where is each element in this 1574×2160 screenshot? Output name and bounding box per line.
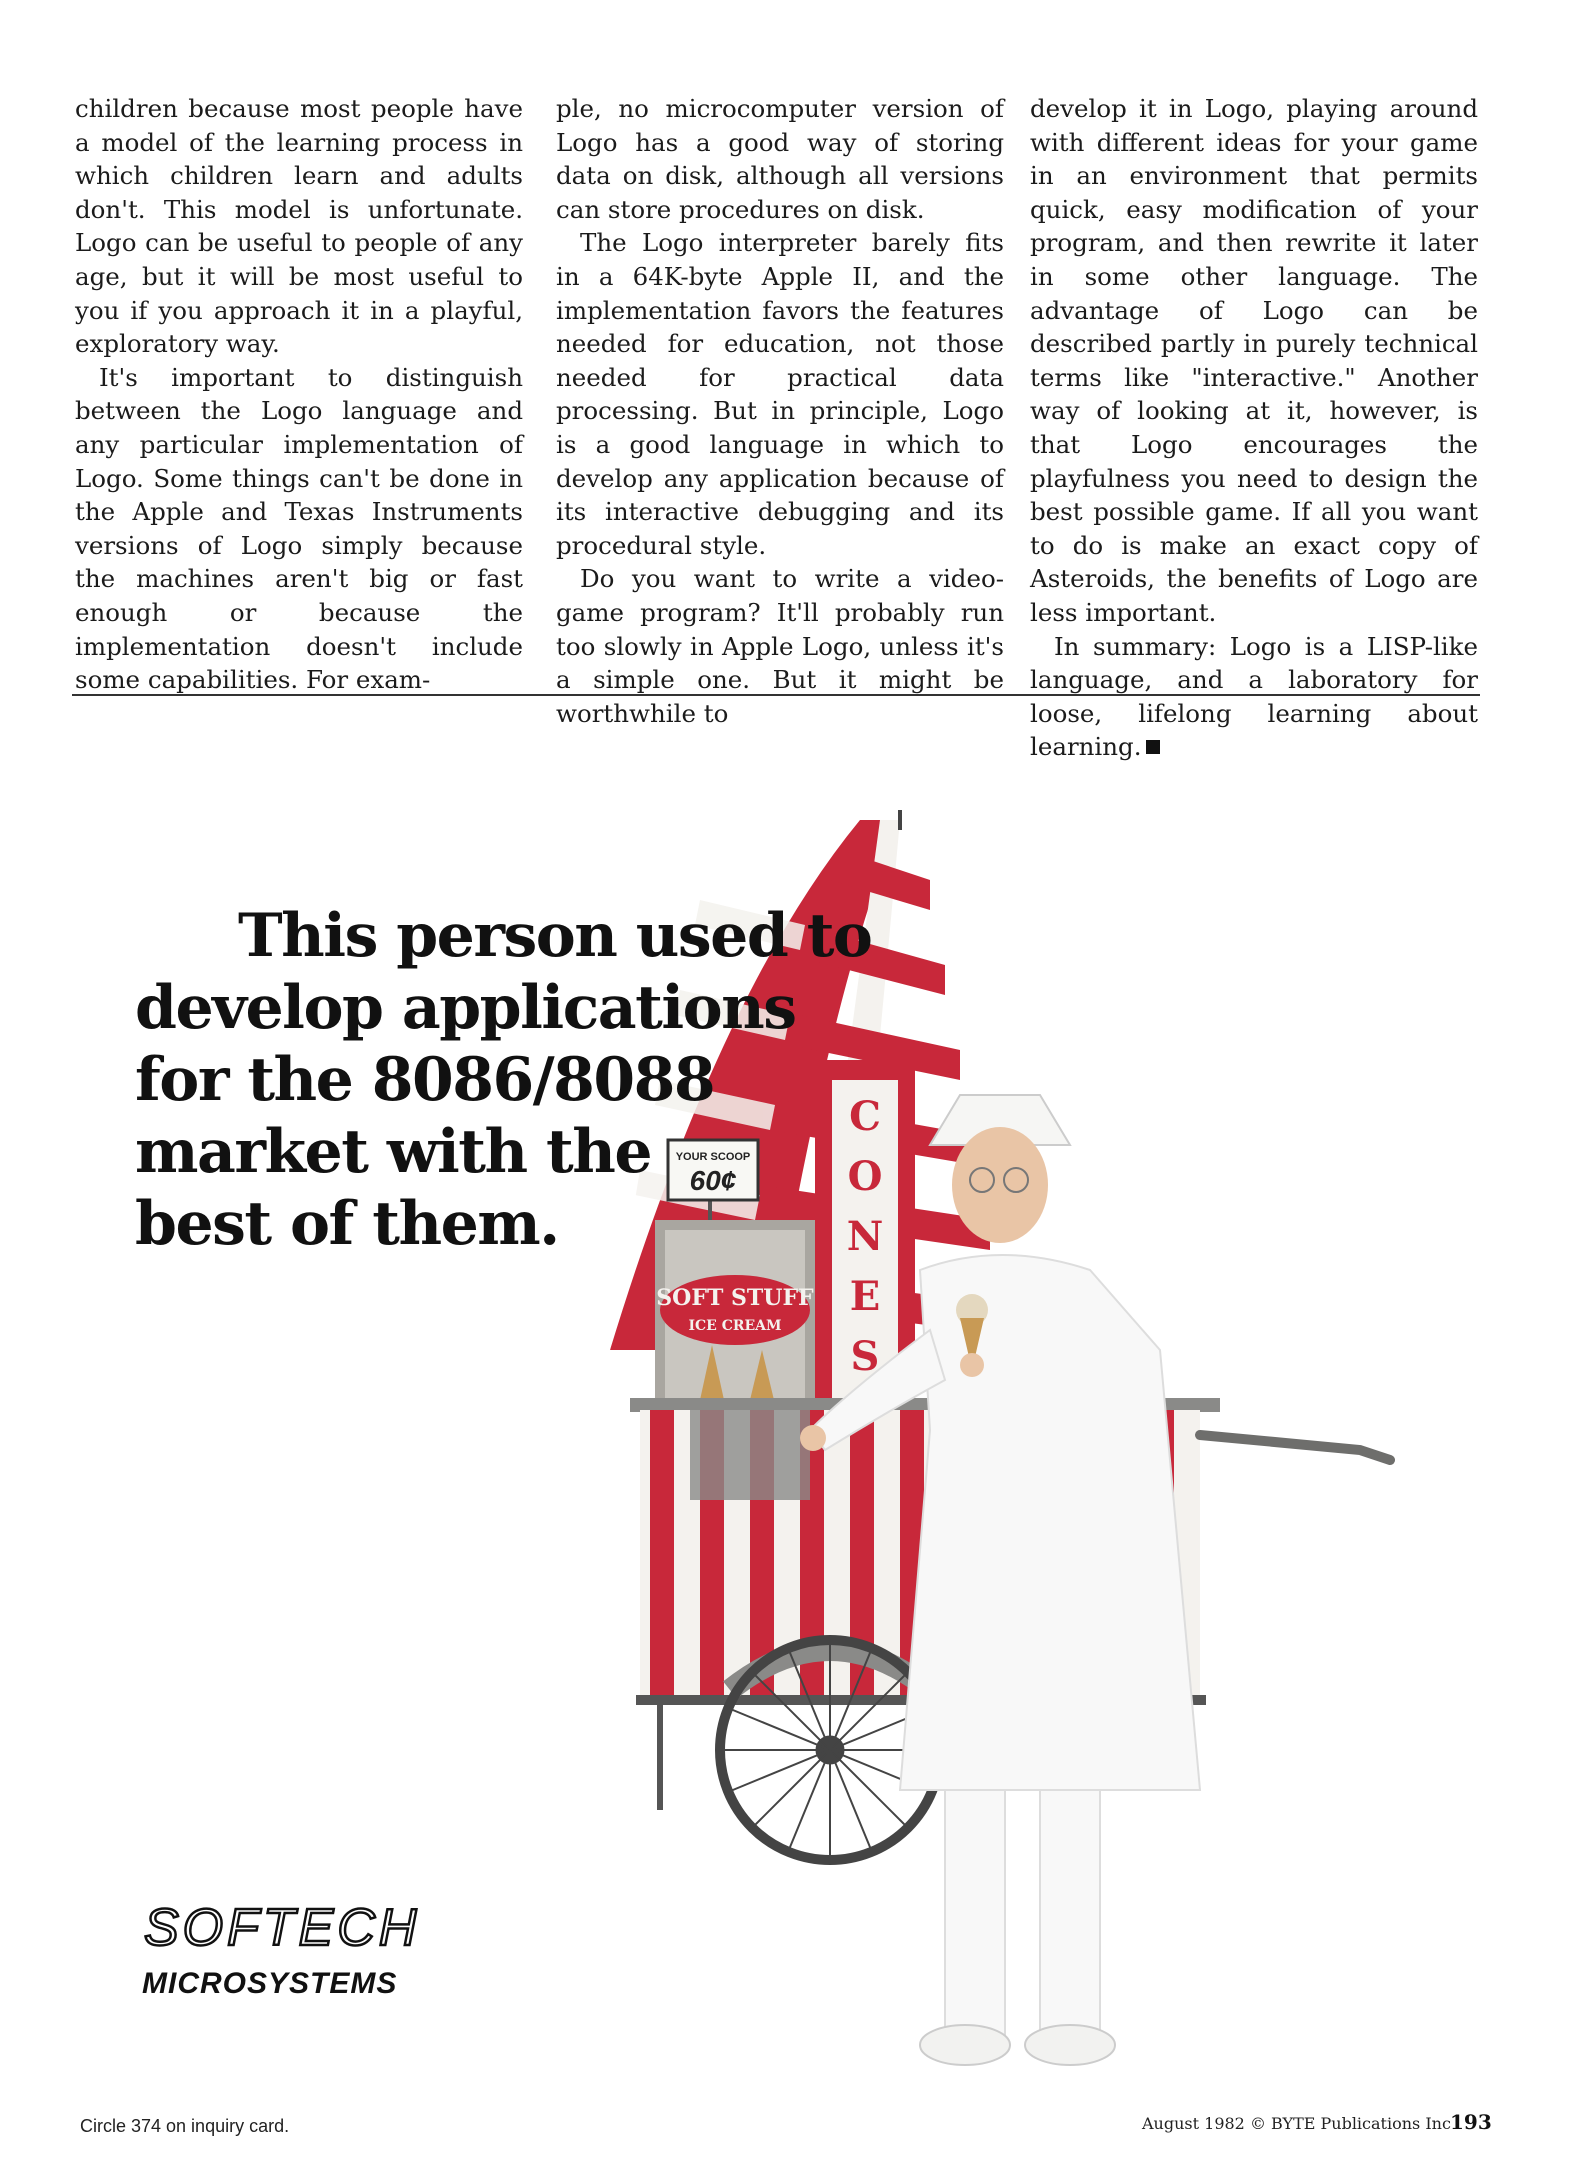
headline-line: develop applications — [135, 973, 796, 1043]
article-column-3 — [1030, 92, 1478, 764]
logo-subtitle: MICROSYSTEMS — [142, 1967, 398, 2000]
paragraph: children because most people have a model of the learning process in which children learn and adults don't. This model is unfortunate. Logo can be useful to people of any age, but it will be most useful to you if you approach it in a playful, exploratory way. — [75, 94, 523, 359]
price-sign-label: YOUR SCOOP — [675, 1151, 751, 1163]
svg-text:E: E — [849, 1273, 881, 1320]
paragraph: develop it in Logo, playing around with different ideas for your game in an environment that permits quick, easy modification of your program, and then rewrite it later in some other language. The advantage of Logo can be described partly in purely technical terms like "interactive." Another way of looking at it, however, is that Logo encourages the playfulness you need to design the best possible game. If all you want to do is make an exact copy of Asteroids, the benefits of Logo are less important. — [1030, 94, 1478, 627]
price-sign-value: 60¢ — [689, 1165, 737, 1196]
logo-wordmark: SOFTECH — [144, 1899, 421, 1957]
paragraph: ple, no microcomputer version of Logo has a good way of storing data on disk, although all versions can store procedures on disk. — [556, 94, 1004, 224]
svg-text:N: N — [846, 1213, 884, 1260]
softech-logo — [140, 1895, 440, 2005]
svg-text:S: S — [850, 1333, 880, 1380]
headline-line: market with the — [135, 1117, 652, 1187]
page-number: 193 — [1450, 2110, 1492, 2134]
paragraph-final-text: In summary: Logo is a LISP-like language, and a laboratory for loose, lifelong learning about learning. — [1030, 631, 1478, 762]
paragraph-final — [1030, 630, 1478, 764]
ad-headline — [135, 900, 875, 1260]
headline-line: for the 8086/8088 — [135, 1045, 715, 1115]
paragraph: It's important to distinguish between the Logo language and any particular implementation of Logo. Some things can't be done in the Apple and Texas Instruments versions of Logo simply because the machines aren't big or fast enough or because the implementation doesn't include some capabilities. For exam- — [75, 362, 523, 695]
article-column-1 — [75, 92, 523, 697]
cart-sub-brand: ICE CREAM — [688, 1318, 782, 1334]
svg-text:C: C — [849, 1093, 881, 1140]
inquiry-note: Circle 374 on inquiry card. — [80, 2116, 290, 2136]
end-of-article-mark — [1146, 740, 1160, 754]
paragraph: Do you want to write a video-game program? It'll probably run too slowly in Apple Logo, unless it's a simple one. But it might be worthwhile to — [556, 564, 1004, 728]
section-divider — [72, 694, 1480, 696]
cart-brand: SOFT STUFF — [656, 1285, 814, 1311]
publication-credit: August 1982 © BYTE Publications Inc — [1142, 2114, 1451, 2133]
headline-line: best of them. — [135, 1189, 559, 1259]
paragraph: The Logo interpreter barely fits in a 64K-byte Apple II, and the implementation favors the features needed for education, not those needed for practical data processing. But in principle, Logo is a good language in which to develop any application because of its interactive debugging and its procedural style. — [556, 228, 1004, 560]
headline-line: This person used to — [238, 901, 872, 971]
svg-text:O: O — [847, 1153, 883, 1200]
article-column-2 — [556, 92, 1004, 730]
